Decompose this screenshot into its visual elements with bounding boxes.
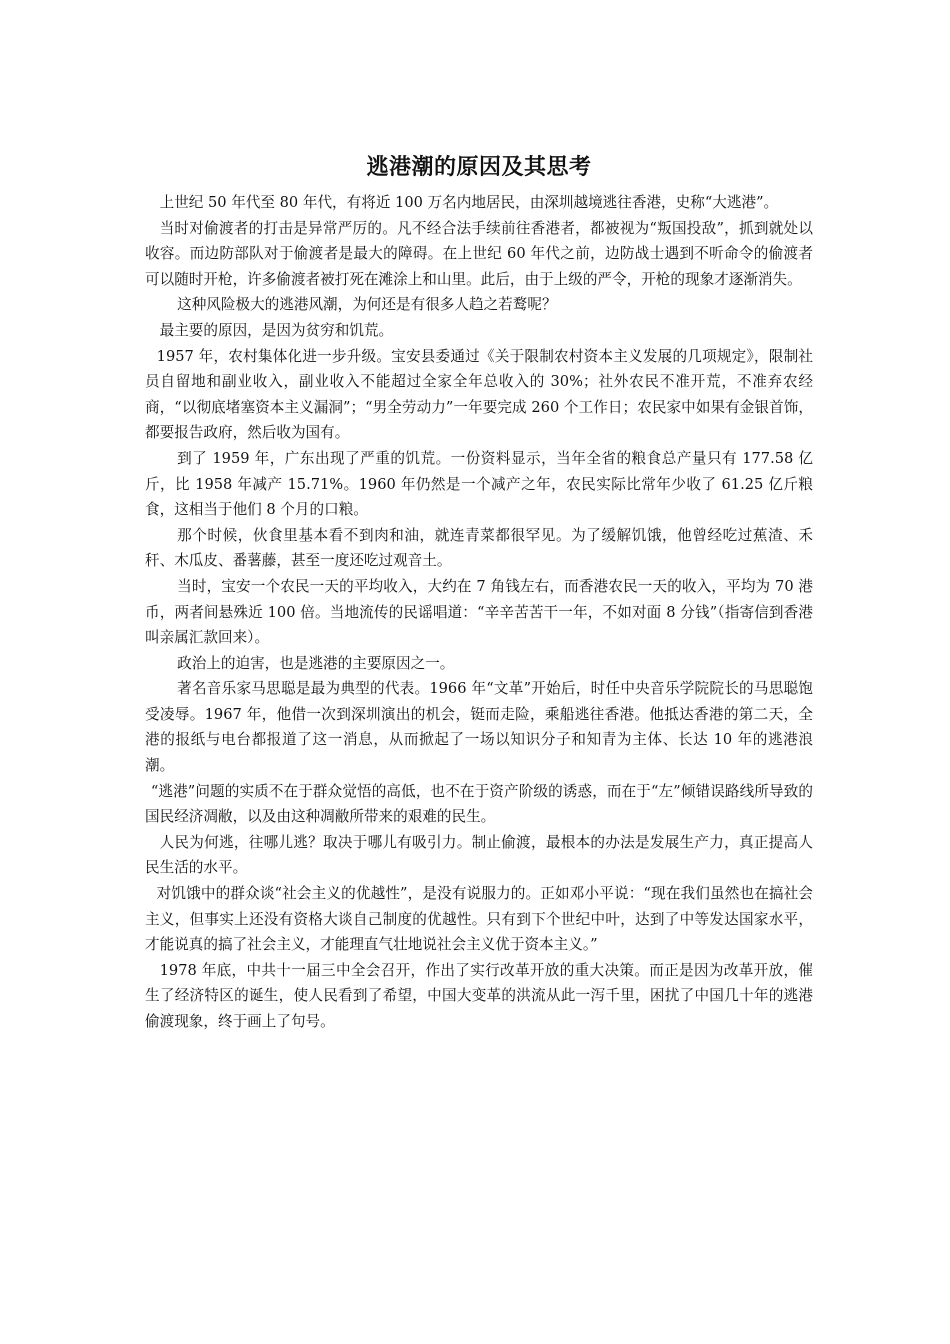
paragraph: 这种风险极大的逃港风潮，为何还是有很多人趋之若鹜呢？ (177, 296, 557, 314)
paragraph: 最主要的原因，是因为贫穷和饥荒。 (159, 321, 394, 339)
paragraph: 1978 年底，中共十一届三中全会召开，作出了实行改革开放的重大决策。而正是因为改革开放，催生了经济特区的诞生，使人民看到了希望，中国大变革的洪流从此一泻千里，困扰了中国几十年的逃港偷渡现象，终于画上了句号。 (145, 961, 813, 1030)
paragraph: 当时对偷渡者的打击是异常严厉的。凡不经合法手续前往香港者，都被视为“叛国投敌”，抓到就处以收容。而边防部队对于偷渡者是最大的障碍。在上世纪 60 年代之前，边防战士遇到不听命令的偷渡者可以随时开枪，许多偷渡者被打死在滩涂上和山里。此后，由于上级的严令，开枪的现象才逐渐消失。 (145, 219, 813, 288)
paragraph: 当时，宝安一个农民一天的平均收入，大约在 7 角钱左右，而香港农民一天的收入，平均为 70 港币，两者间悬殊近 100 倍。当地流传的民谣唱道：“辛辛苦苦干一年，不如对面 8 分钱”（指寄信到香港叫亲属汇款回来）。 (145, 577, 813, 647)
paragraph-list (145, 190, 813, 1035)
paragraph: 政治上的迫害，也是逃港的主要原因之一。 (177, 654, 455, 672)
paragraph: 到了 1959 年，广东出现了严重的饥荒。一份资料显示，当年全省的粮食总产量只有 177.58 亿斤，比 1958 年减产 15.71%。1960 年仍然是一个减产之年，农民实际比常年少收了 61.25 亿斤粮食，这相当于他们 8 个月的口粮。 (145, 449, 813, 519)
paragraph: “逃港”问题的实质不在于群众觉悟的高低，也不在于资产阶级的诱惑，而在于“左”倾错误路线所导致的国民经济凋敝，以及由这种凋敝所带来的艰难的民生。 (145, 782, 813, 826)
document-title: 逃港潮的原因及其思考 (366, 155, 592, 180)
paragraph: 1957 年，农村集体化进一步升级。宝安县委通过《关于限制农村资本主义发展的几项规定》，限制社员自留地和副业收入，副业收入不能超过全家全年总收入的 30%；社外农民不准开荒，不准弃农经商，“以彻底堵塞资本主义漏洞”；“男全劳动力”一年要完成 260 个工作日；农民家中如果有金银首饰，都要报告政府，然后收为国有。 (145, 347, 813, 442)
paragraph: 那个时候，伙食里基本看不到肉和油，就连青菜都很罕见。为了缓解饥饿，他曾经吃过蕉渣、禾秆、木瓜皮、番薯藤，甚至一度还吃过观音土。 (145, 526, 813, 570)
paragraph: 著名音乐家马思聪是最为典型的代表。1966 年“文革”开始后，时任中央音乐学院院长的马思聪饱受凌辱。1967 年，他借一次到深圳演出的机会，铤而走险，乘船逃往香港。他抵达香港的第二天，全港的报纸与电台都报道了这一消息，从而掀起了一场以知识分子和知青为主体、长达 10 年的逃港浪潮。 (145, 680, 813, 775)
paragraph: 上世纪 50 年代至 80 年代，有将近 100 万名内地居民，由深圳越境逃往香港，史称“大逃港”。 (159, 194, 779, 211)
paragraph: 人民为何逃，往哪儿逃？取决于哪儿有吸引力。制止偷渡，最根本的办法是发展生产力，真正提高人民生活的水平。 (145, 833, 813, 877)
paragraph: 对饥饿中的群众谈“社会主义的优越性”，是没有说服力的。正如邓小平说：“现在我们虽然也在搞社会主义，但事实上还没有资格大谈自己制度的优越性。只有到下个世纪中叶，达到了中等发达国家水平，才能说真的搞了社会主义，才能理直气壮地说社会主义优于资本主义。” (145, 885, 813, 954)
document-body (145, 148, 813, 1035)
